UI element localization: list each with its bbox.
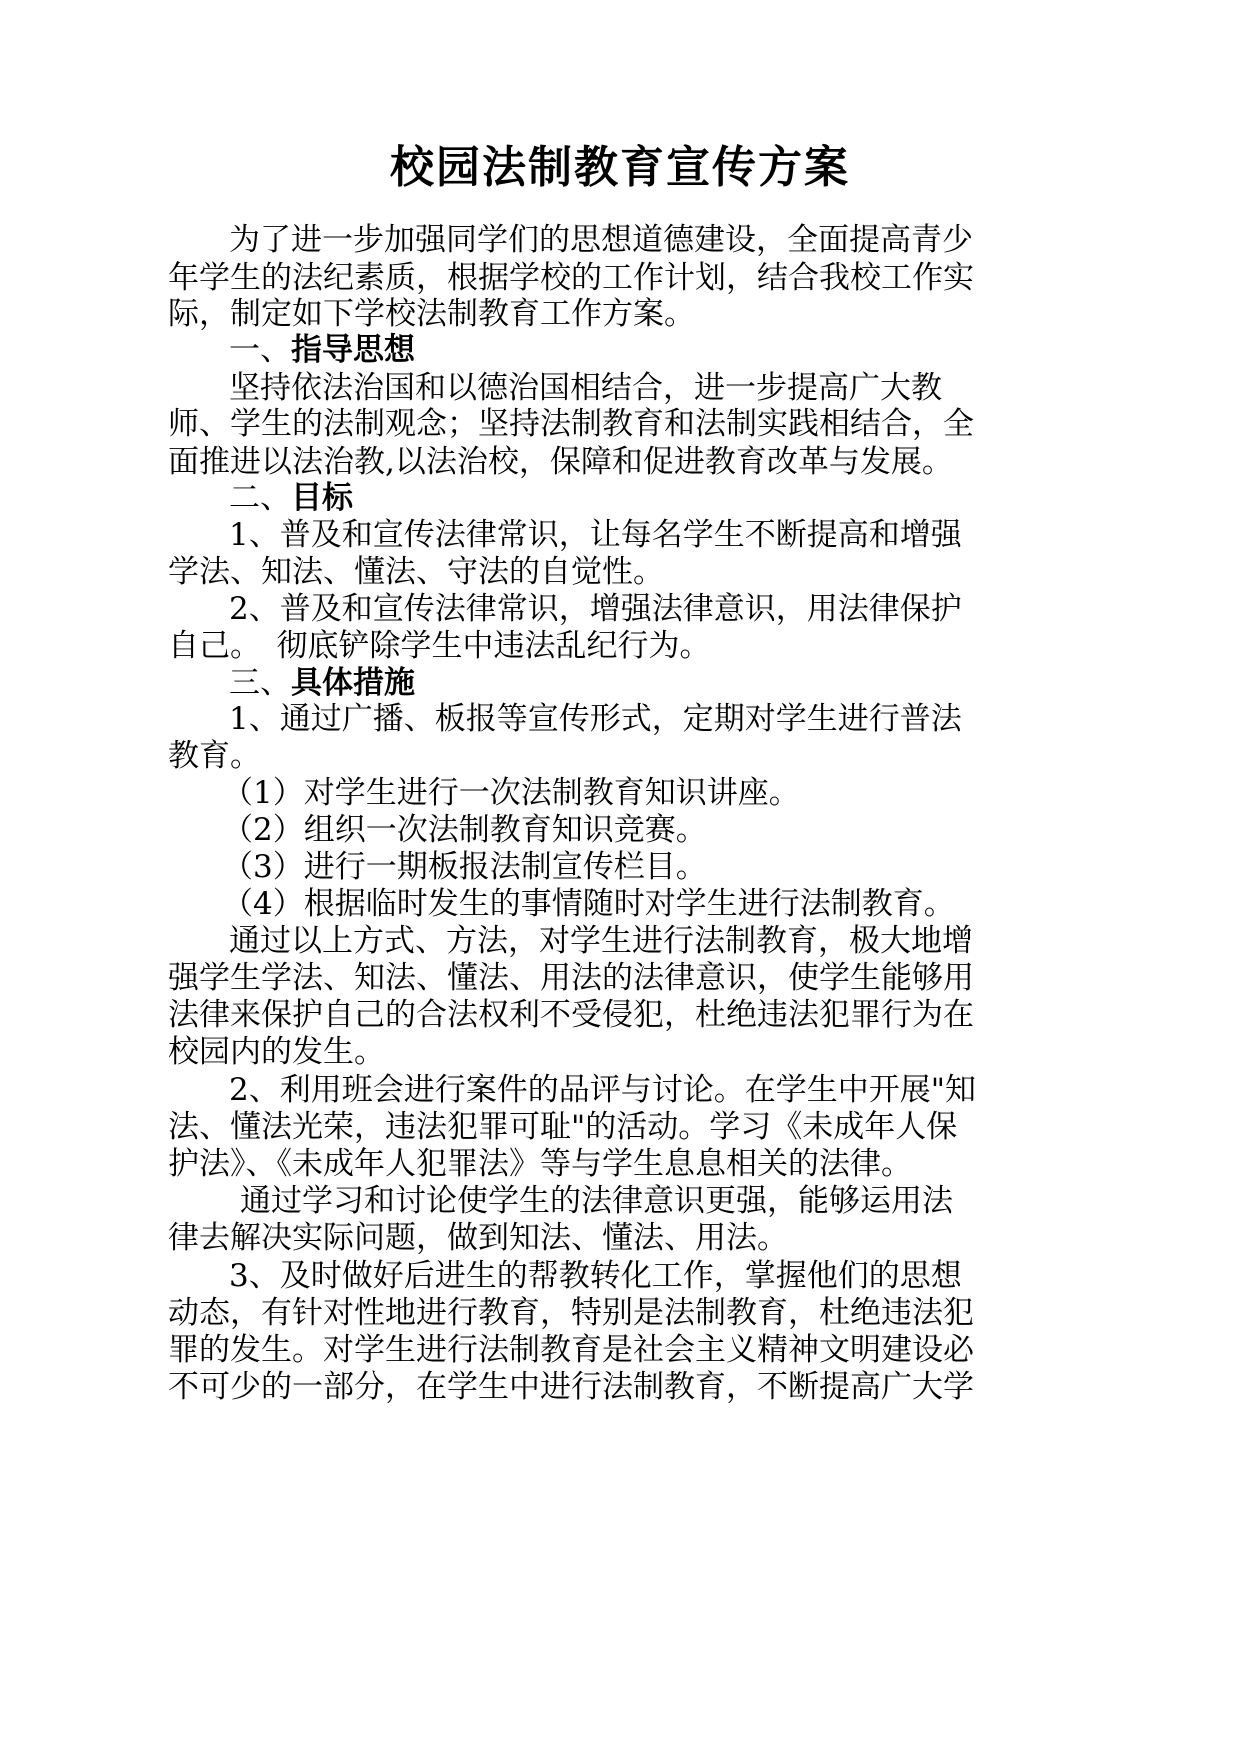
body-line: 2、利用班会进行案件的品评与讨论。在学生中开展"知 — [229, 1072, 976, 1108]
section-title: 具体措施 — [291, 665, 415, 701]
list-item: （4）根据临时发生的事情随时对学生进行法制教育。 — [222, 886, 955, 922]
body-line: 律去解决实际问题，做到知法、懂法、用法。 — [168, 1220, 788, 1256]
body-line: 强学生学法、知法、懂法、用法的法律意识，使学生能够用 — [168, 960, 974, 996]
body-line: 自己。 彻底铲除学生中违法乱纪行为。 — [168, 628, 711, 664]
body-line: 1、通过广播、板报等宣传形式，定期对学生进行普法 — [229, 701, 962, 737]
body-line: 法律来保护自己的合法权利不受侵犯，杜绝违法犯罪行为在 — [168, 997, 974, 1033]
body-line: 通过学习和讨论使学生的法律意识更强，能够运用法 — [240, 1183, 953, 1219]
body-line: 2、普及和宣传法律常识，增强法律意识，用法律保护 — [229, 591, 962, 627]
body-line: 年学生的法纪素质，根据学校的工作计划，结合我校工作实 — [168, 260, 974, 296]
section-title: 指导思想 — [291, 332, 415, 368]
list-item: （2）组织一次法制教育知识竞赛。 — [222, 812, 707, 848]
section-number: 三、 — [229, 665, 291, 701]
list-item: （1）对学生进行一次法制教育知识讲座。 — [222, 775, 800, 811]
body-line: 罪的发生。对学生进行法制教育是社会主义精神文明建设必 — [168, 1332, 974, 1368]
body-line: 师、学生的法制观念；坚持法制教育和法制实践相结合，全 — [168, 406, 974, 442]
list-item: （3）进行一期板报法制宣传栏目。 — [222, 849, 707, 885]
body-line: 为了进一步加强同学们的思想道德建设，全面提高青少 — [229, 222, 973, 258]
document-title: 校园法制教育宣传方案 — [390, 142, 850, 193]
body-line: 法、懂法光荣，违法犯罪可耻"的活动。学习《未成年人保 — [168, 1109, 958, 1145]
section-number: 二、 — [229, 480, 291, 516]
body-line: 通过以上方式、方法，对学生进行法制教育，极大地增 — [229, 923, 973, 959]
body-line: 护法》、《未成年人犯罪法》等与学生息息相关的法律。 — [168, 1146, 912, 1182]
body-line: 不可少的一部分，在学生中进行法制教育，不断提高广大学 — [168, 1369, 974, 1405]
body-line: 坚持依法治国和以德治国相结合，进一步提高广大教 — [229, 370, 942, 406]
body-line: 1、普及和宣传法律常识，让每名学生不断提高和增强 — [229, 517, 962, 553]
body-line: 校园内的发生。 — [168, 1034, 385, 1070]
section-title: 目标 — [291, 480, 353, 516]
body-line: 际，制定如下学校法制教育工作方案。 — [168, 296, 695, 332]
body-line: 3、及时做好后进生的帮教转化工作，掌握他们的思想 — [229, 1258, 962, 1294]
section-number: 一、 — [229, 332, 291, 368]
body-line: 学法、知法、懂法、守法的自觉性。 — [168, 554, 664, 590]
body-line: 动态，有针对性地进行教育，特别是法制教育，杜绝违法犯 — [168, 1295, 974, 1331]
body-line: 教育。 — [168, 738, 261, 774]
body-line: 面推进以法治教,以法治校，保障和促进教育改革与发展。 — [168, 444, 953, 480]
